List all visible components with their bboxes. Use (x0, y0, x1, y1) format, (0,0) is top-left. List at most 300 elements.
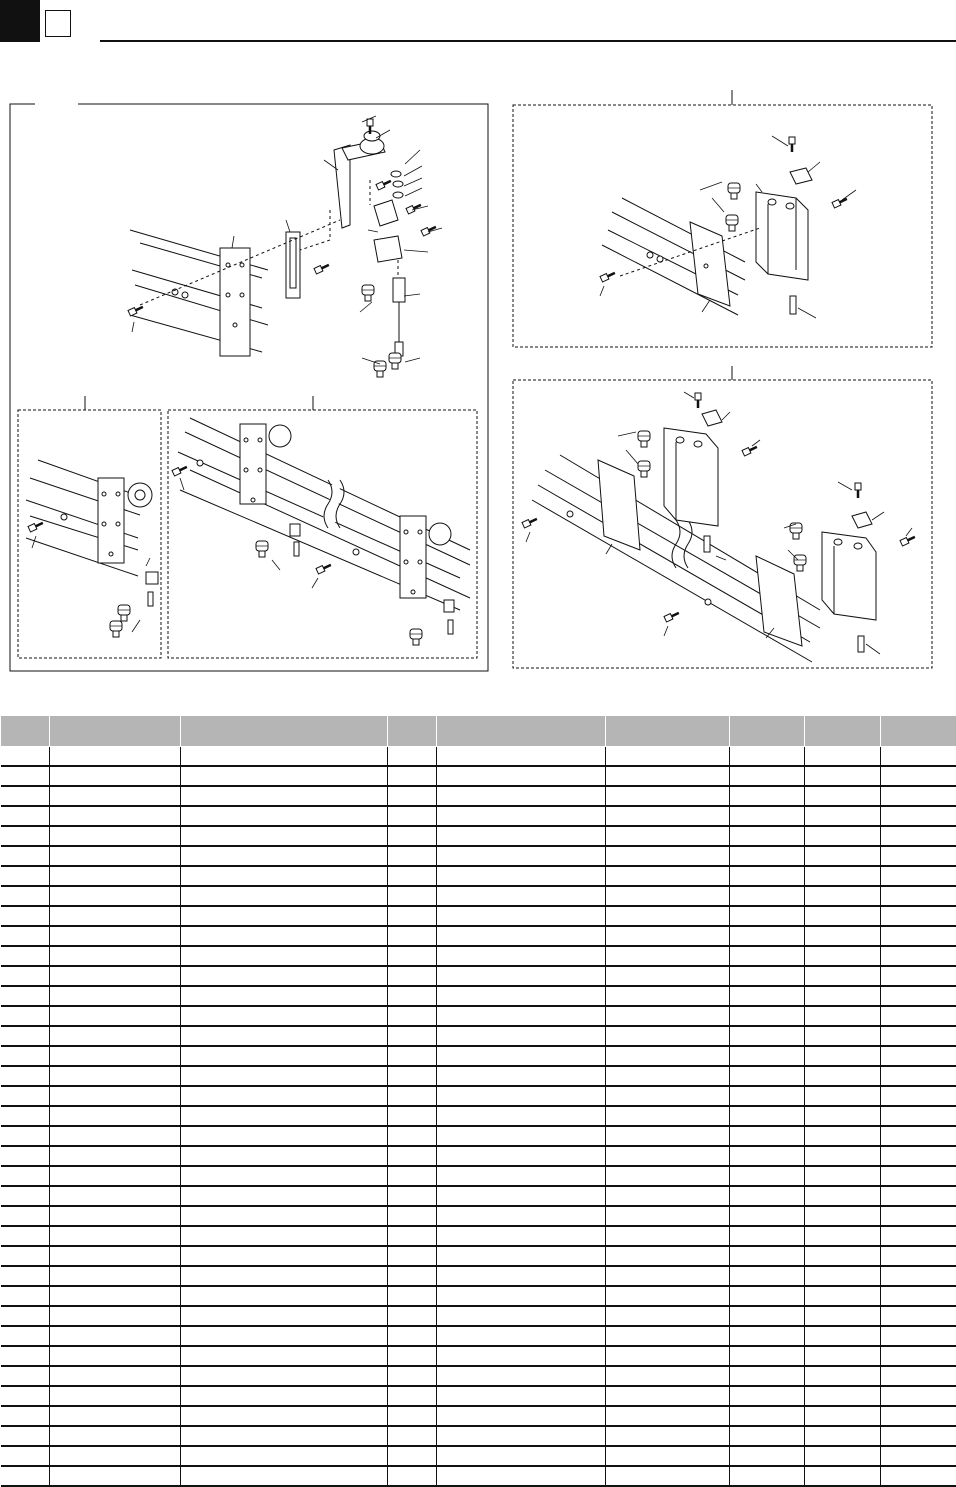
table-cell (388, 1186, 437, 1206)
table-cell (50, 1466, 181, 1486)
table-cell (437, 1066, 606, 1086)
table-cell (50, 1206, 181, 1226)
table-row (1, 1266, 956, 1286)
table-cell (606, 786, 730, 806)
table-cell (50, 1286, 181, 1306)
table-cell (181, 1446, 388, 1466)
table-cell (437, 1006, 606, 1026)
table-cell (730, 906, 805, 926)
table-cell (606, 1046, 730, 1066)
table-cell (1, 1166, 50, 1186)
exploded-parts-diagram (0, 80, 956, 680)
table-cell (805, 1286, 881, 1306)
table-row (1, 1006, 956, 1026)
table-cell (388, 826, 437, 846)
table-cell (388, 906, 437, 926)
table-cell (1, 1226, 50, 1246)
parts-table-header (1, 716, 956, 747)
table-row (1, 926, 956, 946)
table-cell (606, 1446, 730, 1466)
table-cell (50, 1006, 181, 1026)
table-cell (730, 1426, 805, 1446)
table-cell (730, 747, 805, 767)
table-cell (181, 747, 388, 767)
table-row (1, 1446, 956, 1466)
table-cell (1, 946, 50, 966)
table-row (1, 966, 956, 986)
table-cell (1, 1466, 50, 1486)
table-row (1, 1226, 956, 1246)
table-row (1, 1206, 956, 1226)
table-cell (181, 886, 388, 906)
table-cell (805, 1306, 881, 1326)
table-cell (50, 1106, 181, 1126)
table-cell (730, 1346, 805, 1366)
table-cell (1, 1206, 50, 1226)
table-cell (730, 886, 805, 906)
table-cell (50, 1266, 181, 1286)
table-cell (805, 786, 881, 806)
table-cell (805, 1406, 881, 1426)
table-cell (606, 826, 730, 846)
table-cell (606, 747, 730, 767)
table-cell (50, 846, 181, 866)
table-cell (388, 886, 437, 906)
table-cell (1, 1006, 50, 1026)
table-cell (881, 1106, 956, 1126)
table-cell (1, 886, 50, 906)
table-cell (881, 1166, 956, 1186)
table-cell (606, 1066, 730, 1086)
table-cell (606, 1106, 730, 1126)
table-cell (730, 806, 805, 826)
table-cell (50, 1226, 181, 1246)
table-cell (388, 1246, 437, 1266)
table-cell (881, 1126, 956, 1146)
table-cell (881, 1446, 956, 1466)
table-cell (1, 966, 50, 986)
table-cell (881, 986, 956, 1006)
table-cell (181, 1046, 388, 1066)
table-cell (805, 846, 881, 866)
table-cell (730, 1066, 805, 1086)
table-cell (606, 1286, 730, 1306)
table-cell (881, 1066, 956, 1086)
table-cell (881, 766, 956, 786)
table-cell (388, 1446, 437, 1466)
table-row (1, 946, 956, 966)
table-cell (606, 1306, 730, 1326)
table-cell (1, 1286, 50, 1306)
table-cell (1, 986, 50, 1006)
table-cell (1, 906, 50, 926)
table-cell (730, 1466, 805, 1486)
table-row (1, 866, 956, 886)
table-row (1, 1346, 956, 1366)
table-row (1, 906, 956, 926)
table-cell (181, 1226, 388, 1246)
table-cell (50, 1086, 181, 1106)
table-cell (437, 1126, 606, 1146)
table-cell (606, 986, 730, 1006)
table-cell (1, 1306, 50, 1326)
table-cell (730, 1186, 805, 1206)
table-cell (181, 1346, 388, 1366)
table-cell (881, 846, 956, 866)
table-cell (437, 1386, 606, 1406)
table-cell (1, 786, 50, 806)
table-cell (437, 806, 606, 826)
table-row (1, 1166, 956, 1186)
table-cell (437, 1306, 606, 1326)
table-cell (50, 906, 181, 926)
col-header-9 (881, 716, 956, 747)
table-cell (805, 1106, 881, 1126)
table-cell (805, 806, 881, 826)
table-cell (437, 1466, 606, 1486)
table-cell (805, 1386, 881, 1406)
table-cell (1, 1426, 50, 1446)
table-cell (730, 1146, 805, 1166)
table-cell (730, 866, 805, 886)
table-cell (181, 946, 388, 966)
header-rule (100, 40, 956, 42)
table-cell (1, 806, 50, 826)
table-cell (606, 1326, 730, 1346)
table-cell (437, 886, 606, 906)
table-cell (881, 866, 956, 886)
table-cell (805, 986, 881, 1006)
table-cell (881, 826, 956, 846)
table-cell (181, 1386, 388, 1406)
table-cell (437, 1246, 606, 1266)
col-header-6 (606, 716, 730, 747)
table-cell (730, 1166, 805, 1186)
table-cell (606, 1086, 730, 1106)
table-cell (437, 1146, 606, 1166)
table-cell (1, 1446, 50, 1466)
table-cell (181, 1366, 388, 1386)
table-cell (805, 1346, 881, 1366)
table-cell (437, 1426, 606, 1446)
table-cell (881, 1426, 956, 1446)
table-cell (730, 1206, 805, 1226)
table-cell (388, 1146, 437, 1166)
table-cell (805, 886, 881, 906)
table-cell (606, 1346, 730, 1366)
table-cell (50, 1406, 181, 1426)
table-cell (388, 1406, 437, 1426)
table-cell (1, 1246, 50, 1266)
table-cell (1, 826, 50, 846)
table-row (1, 1046, 956, 1066)
table-cell (881, 786, 956, 806)
parts-table (0, 716, 956, 1487)
table-cell (606, 866, 730, 886)
table-cell (881, 1226, 956, 1246)
table-cell (881, 1146, 956, 1166)
table-cell (730, 846, 805, 866)
table-cell (181, 1106, 388, 1126)
table-cell (805, 1366, 881, 1386)
table-cell (388, 1466, 437, 1486)
table-cell (805, 1446, 881, 1466)
table-cell (437, 1226, 606, 1246)
table-cell (437, 1186, 606, 1206)
table-cell (388, 1106, 437, 1126)
table-cell (1, 1186, 50, 1206)
table-cell (606, 1126, 730, 1146)
table-cell (881, 1246, 956, 1266)
table-cell (805, 1326, 881, 1346)
figure-guided-cylinder (513, 90, 932, 347)
table-cell (388, 1306, 437, 1326)
table-row (1, 1086, 956, 1106)
col-header-2 (50, 716, 181, 747)
table-cell (606, 1206, 730, 1226)
table-cell (388, 1066, 437, 1086)
table-cell (606, 966, 730, 986)
table-cell (805, 1466, 881, 1486)
parts-table-body (1, 747, 956, 1487)
table-cell (730, 1326, 805, 1346)
table-cell (437, 1446, 606, 1466)
table-cell (1, 1026, 50, 1046)
table-cell (388, 1346, 437, 1366)
table-cell (606, 1386, 730, 1406)
table-cell (881, 926, 956, 946)
table-cell (881, 966, 956, 986)
table-cell (181, 1266, 388, 1286)
table-cell (50, 1066, 181, 1086)
table-cell (50, 1346, 181, 1366)
table-cell (730, 1446, 805, 1466)
table-cell (805, 747, 881, 767)
table-cell (388, 766, 437, 786)
table-cell (181, 926, 388, 946)
table-cell (50, 1126, 181, 1146)
table-cell (50, 866, 181, 886)
table-cell (388, 1386, 437, 1406)
table-cell (881, 1306, 956, 1326)
table-cell (437, 846, 606, 866)
table-row (1, 1426, 956, 1446)
table-cell (805, 906, 881, 926)
table-cell (730, 1226, 805, 1246)
table-cell (437, 1346, 606, 1366)
table-cell (730, 1406, 805, 1426)
table-cell (730, 766, 805, 786)
table-cell (388, 1026, 437, 1046)
table-cell (1, 1086, 50, 1106)
table-cell (181, 1426, 388, 1446)
table-cell (437, 946, 606, 966)
table-cell (805, 1166, 881, 1186)
table-cell (388, 1166, 437, 1186)
table-cell (730, 1086, 805, 1106)
table-cell (881, 886, 956, 906)
figure-dual-guided-cylinder (513, 366, 932, 668)
table-row (1, 1146, 956, 1166)
table-cell (730, 826, 805, 846)
table-cell (50, 1326, 181, 1346)
figure-single-cylinder (18, 396, 161, 658)
table-cell (606, 906, 730, 926)
col-header-1 (1, 716, 50, 747)
section-number-box (45, 10, 71, 37)
table-cell (730, 1386, 805, 1406)
table-row (1, 886, 956, 906)
table-cell (606, 1226, 730, 1246)
table-cell (181, 1146, 388, 1166)
table-cell (437, 1286, 606, 1306)
table-cell (437, 747, 606, 767)
table-cell (606, 886, 730, 906)
table-cell (181, 766, 388, 786)
table-row (1, 1286, 956, 1306)
table-cell (50, 1426, 181, 1446)
table-cell (881, 1186, 956, 1206)
table-row (1, 1106, 956, 1126)
table-cell (437, 906, 606, 926)
table-cell (50, 786, 181, 806)
table-cell (437, 866, 606, 886)
table-cell (181, 1126, 388, 1146)
table-cell (881, 1266, 956, 1286)
table-cell (181, 1286, 388, 1306)
table-row (1, 766, 956, 786)
table-row (1, 1126, 956, 1146)
table-cell (437, 1326, 606, 1346)
table-cell (181, 1086, 388, 1106)
table-cell (388, 946, 437, 966)
table-cell (437, 1046, 606, 1066)
table-cell (730, 1266, 805, 1286)
table-cell (388, 1326, 437, 1346)
table-cell (730, 1026, 805, 1046)
col-header-7 (730, 716, 805, 747)
table-cell (50, 826, 181, 846)
table-cell (388, 1006, 437, 1026)
table-cell (1, 1046, 50, 1066)
table-cell (50, 966, 181, 986)
table-cell (181, 1006, 388, 1026)
table-cell (881, 1026, 956, 1046)
table-cell (606, 1186, 730, 1206)
table-cell (805, 1066, 881, 1086)
table-cell (437, 1206, 606, 1226)
table-cell (730, 966, 805, 986)
table-cell (50, 1446, 181, 1466)
table-cell (50, 747, 181, 767)
table-cell (881, 1206, 956, 1226)
table-cell (181, 1326, 388, 1346)
table-cell (606, 806, 730, 826)
table-cell (805, 866, 881, 886)
table-cell (50, 1026, 181, 1046)
table-cell (881, 1366, 956, 1386)
table-row (1, 806, 956, 826)
table-cell (606, 1426, 730, 1446)
table-cell (805, 1426, 881, 1446)
table-cell (1, 1366, 50, 1386)
table-cell (730, 986, 805, 1006)
table-cell (388, 926, 437, 946)
table-cell (437, 1406, 606, 1426)
table-cell (881, 806, 956, 826)
table-cell (730, 1106, 805, 1126)
table-cell (50, 1246, 181, 1266)
table-cell (181, 1206, 388, 1226)
table-cell (1, 1066, 50, 1086)
table-cell (437, 1366, 606, 1386)
table-cell (1, 1406, 50, 1426)
table-cell (50, 1386, 181, 1406)
table-cell (606, 1246, 730, 1266)
table-cell (388, 1126, 437, 1146)
table-cell (805, 1086, 881, 1106)
table-cell (881, 906, 956, 926)
table-cell (437, 1026, 606, 1046)
table-cell (881, 1006, 956, 1026)
table-cell (805, 1186, 881, 1206)
table-cell (437, 786, 606, 806)
table-cell (388, 747, 437, 767)
table-cell (606, 1026, 730, 1046)
table-cell (805, 1026, 881, 1046)
table-cell (437, 1086, 606, 1106)
figure-double-cylinder (168, 396, 477, 658)
table-row (1, 1186, 956, 1206)
table-row (1, 1386, 956, 1406)
table-cell (1, 866, 50, 886)
table-cell (388, 966, 437, 986)
table-cell (181, 866, 388, 886)
table-row (1, 1246, 956, 1266)
table-cell (881, 1046, 956, 1066)
table-cell (181, 986, 388, 1006)
table-cell (1, 747, 50, 767)
table-cell (181, 806, 388, 826)
table-row (1, 1066, 956, 1086)
table-cell (181, 1166, 388, 1186)
table-cell (1, 766, 50, 786)
table-cell (388, 1366, 437, 1386)
table-cell (388, 786, 437, 806)
table-cell (881, 946, 956, 966)
table-cell (388, 806, 437, 826)
table-cell (181, 906, 388, 926)
table-cell (730, 786, 805, 806)
table-cell (730, 1126, 805, 1146)
table-cell (805, 966, 881, 986)
col-header-8 (805, 716, 881, 747)
table-cell (606, 926, 730, 946)
table-cell (181, 1406, 388, 1426)
table-cell (606, 1406, 730, 1426)
table-cell (388, 1086, 437, 1106)
table-cell (730, 926, 805, 946)
table-cell (606, 766, 730, 786)
table-row (1, 826, 956, 846)
table-row (1, 1366, 956, 1386)
table-cell (606, 946, 730, 966)
col-header-4 (388, 716, 437, 747)
table-row (1, 747, 956, 767)
table-cell (881, 747, 956, 767)
table-cell (388, 866, 437, 886)
table-cell (881, 1346, 956, 1366)
